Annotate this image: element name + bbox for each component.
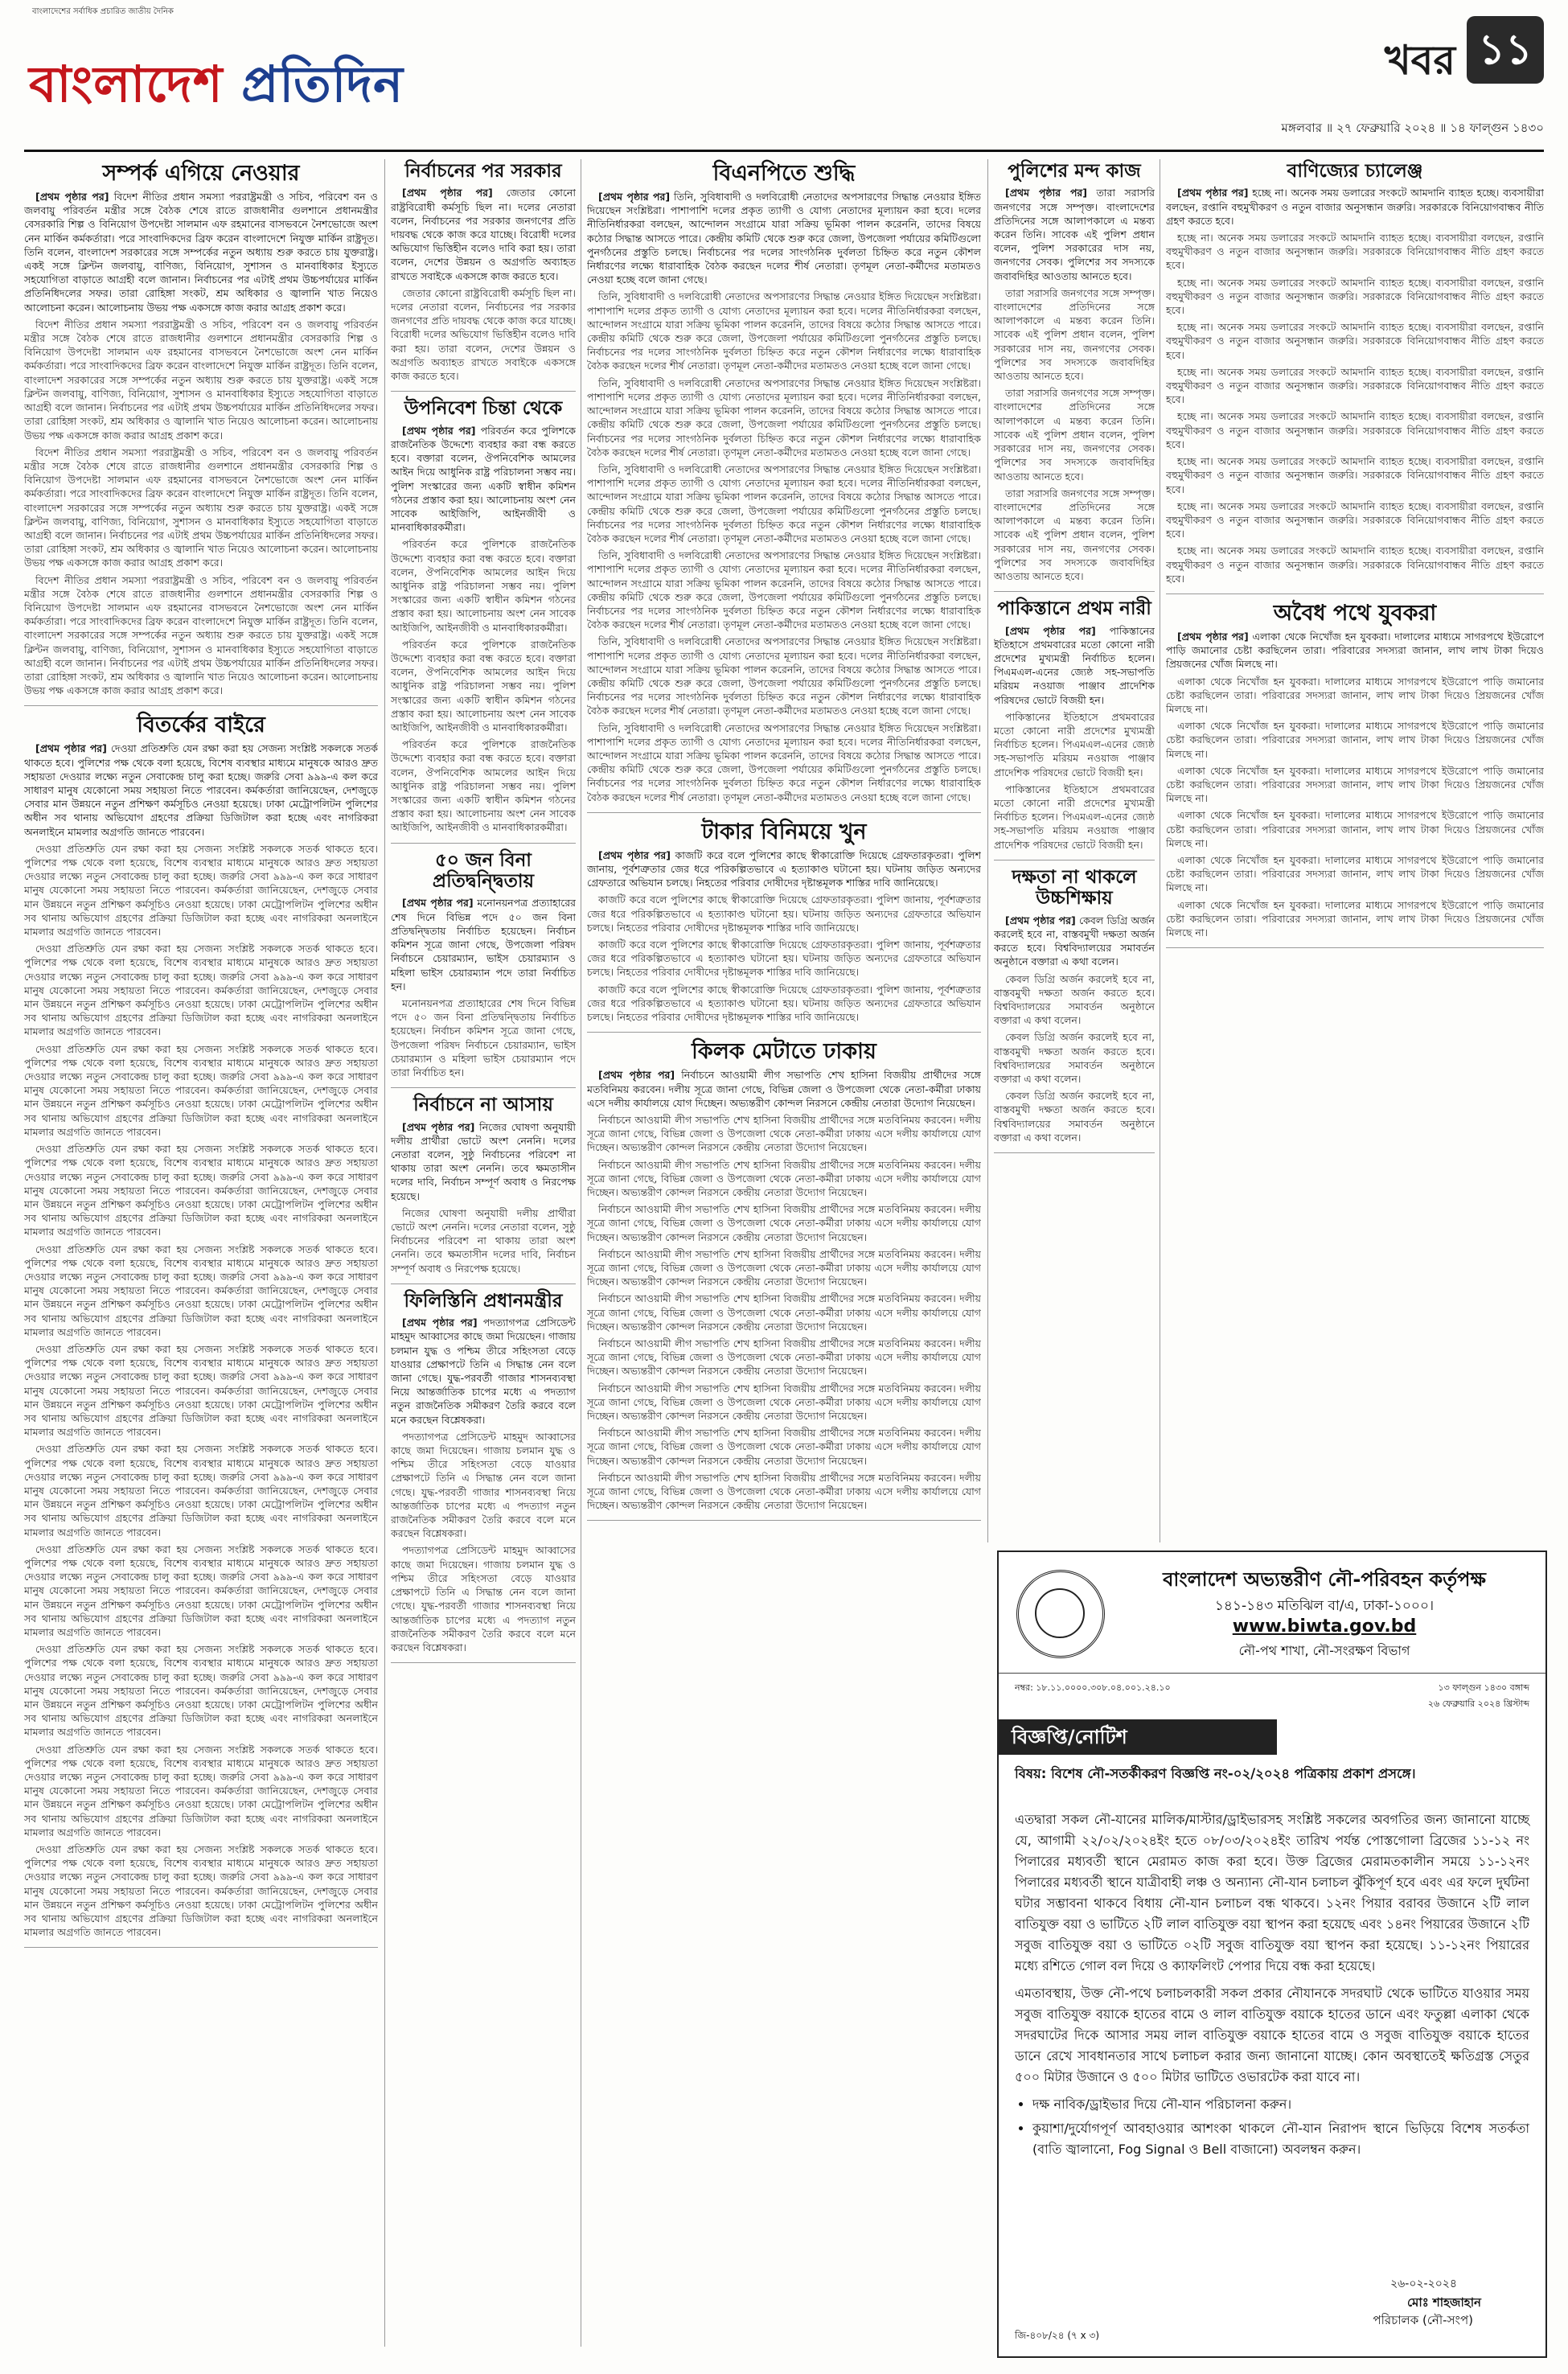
kicker: [প্রথম পৃষ্ঠার পর]	[402, 1316, 478, 1329]
body-repeat: পরিবর্তন করে পুলিশকে রাজনৈতিক উদ্দেশ্যে ব্যবহার করা বন্ধ করতে হবে। বক্তারা বলেন, ঔপনিবেশিক আমলের আইন দিয়ে আধুনিক রাষ্ট্র পরিচালনা সম্ভব নয়। পুলিশ সংস্কারের জন্য একটি স্বাধীন কমিশন গঠনের প্রস্তাব করা হয়। আলোচনায় অংশ নেন সাবেক আইজিপি, আইনজীবী ও মানবাধিকারকর্মীরা।	[391, 538, 576, 634]
headline: নির্বাচনে না আসায়	[413, 1095, 553, 1116]
kicker: [প্রথম পৃষ্ঠার পর]	[1177, 630, 1249, 643]
masthead	[24, 0, 1544, 153]
kicker: [প্রথম পৃষ্ঠার পর]	[35, 742, 107, 755]
notice-department: নৌ-পথ শাখা, নৌ-সংরক্ষণ বিভাগ	[1238, 1643, 1410, 1658]
story-s12[interactable]	[994, 598, 1155, 860]
body-repeat: পাকিস্তানের ইতিহাসে প্রথমবারের মতো কোনো নারী প্রদেশের মুখ্যমন্ত্রী নির্বাচিত হলেন। পিএমএল-এনের জ্যেষ্ঠ সহ-সভাপতি মরিয়ম নওয়াজ পাঞ্জাব প্রাদেশিক পরিষদের ভোটে বিজয়ী হন।	[994, 710, 1155, 778]
body-repeat: তিনি, সুবিধাবাদী ও দলবিরোধী নেতাদের অপসারণের সিদ্ধান্ত নেওয়ার ইঙ্গিত দিয়েছেন সংশ্লিষ্টরা। পাশাপাশি দলের প্রকৃত ত্যাগী ও যোগ্য নেতাদের মূল্যায়ন করা হবে। দলের নীতিনির্ধারকরা বলছেন, আন্দোলন সংগ্রামে যারা সক্রিয় ভূমিকা পালন করেননি, তাদের বিষয়ে কঠোর সিদ্ধান্ত আসতে পারে। কেন্দ্রীয় কমিটি থেকে শুরু করে জেলা, উপজেলা পর্যায়ের কমিটিগুলো পুনর্গঠনের প্রস্তুতি চলছে। নির্বাচনের পর দলের সাংগঠনিক দুর্বলতা চিহ্নিত করে নতুন কৌশল নির্ধারণের লক্ষ্যে ধারাবাহিক বৈঠক করছেন দলের শীর্ষ নেতারা। তৃণমূল নেতা-কর্মীদের মতামতও নেওয়া হচ্ছে বলে জানা গেছে।	[587, 376, 981, 458]
notice-bullet: • কুয়াশা/দুর্যোগপূর্ণ আবহাওয়ার আশংকা থাকলে নৌ-যান নিরাপদ স্থানে ভিড়িয়ে বিশেষ সতর্কতা (বাতি জ্বালানো, Fog Signal ও Bell বাজানো) অবলম্বন করুন।	[1032, 2118, 1529, 2160]
body-repeat: দেওয়া প্রতিশ্রুতি যেন রক্ষা করা হয় সেজন্য সংশ্লিষ্ট সকলকে সতর্ক থাকতে হবে। পুলিশের পক্ষ থেকে বলা হয়েছে, বিশেষ ব্যবস্থার মাধ্যমে মানুষকে আরও দ্রুত সহায়তা দেওয়ার লক্ষ্যে নতুন সেবাকেন্দ্র চালু করা হচ্ছে। জরুরি সেবা ৯৯৯-এ কল করে সাধারণ মানুষ যেকোনো সময় সহায়তা নিতে পারবেন। কর্মকর্তারা জানিয়েছেন, দেশজুড়ে সেবার মান উন্নয়নে নতুন প্রশিক্ষণ কর্মসূচিও নেওয়া হয়েছে। ঢাকা মেট্রোপলিটন পুলিশের অধীন সব থানায় অভিযোগ গ্রহণের প্রক্রিয়া ডিজিটাল করা হচ্ছে এবং নাগরিকরা অনলাইনে মামলার অগ্রগতি জানতে পারবেন।	[24, 1542, 378, 1638]
notice-address: ১৪১-১৪৩ মতিঝিল বা/এ, ঢাকা-১০০০।	[1214, 1598, 1435, 1614]
body: পরিবর্তন করে পুলিশকে রাজনৈতিক উদ্দেশ্যে ব্যবহার করা বন্ধ করতে হবে। বক্তারা বলেন, ঔপনিবেশিক আমলের আইন দিয়ে আধুনিক রাষ্ট্র পরিচালনা সম্ভব নয়। পুলিশ সংস্কারের জন্য একটি স্বাধীন কমিশন গঠনের প্রস্তাব করা হয়। আলোচনায় অংশ নেন সাবেক আইজিপি, আইনজীবী ও মানবাধিকারকর্মীরা।	[391, 424, 576, 534]
body-repeat: মনোনয়নপত্র প্রত্যাহারের শেষ দিনে বিভিন্ন পদে ৫০ জন বিনা প্রতিদ্বন্দ্বিতায় নির্বাচিত হয়েছেন। নির্বাচন কমিশন সূত্রে জানা গেছে, উপজেলা পরিষদ নির্বাচনে চেয়ারম্যান, ভাইস চেয়ারম্যান ও মহিলা ভাইস চেয়ারম্যান পদে তারা নির্বাচিত হন।	[391, 996, 576, 1078]
body-repeat: দেওয়া প্রতিশ্রুতি যেন রক্ষা করা হয় সেজন্য সংশ্লিষ্ট সকলকে সতর্ক থাকতে হবে। পুলিশের পক্ষ থেকে বলা হয়েছে, বিশেষ ব্যবস্থার মাধ্যমে মানুষকে আরও দ্রুত সহায়তা দেওয়ার লক্ষ্যে নতুন সেবাকেন্দ্র চালু করা হচ্ছে। জরুরি সেবা ৯৯৯-এ কল করে সাধারণ মানুষ যেকোনো সময় সহায়তা নিতে পারবেন। কর্মকর্তারা জানিয়েছেন, দেশজুড়ে সেবার মান উন্নয়নে নতুন প্রশিক্ষণ কর্মসূচিও নেওয়া হয়েছে। ঢাকা মেট্রোপলিটন পুলিশের অধীন সব থানায় অভিযোগ গ্রহণের প্রক্রিয়া ডিজিটাল করা হচ্ছে এবং নাগরিকরা অনলাইনে মামলার অগ্রগতি জানতে পারবেন।	[24, 1242, 378, 1338]
biwta-notice-ad[interactable]	[997, 1550, 1547, 2358]
body-repeat: বিদেশ নীতির প্রধান সমস্যা পররাষ্ট্রমন্ত্রী ও সচিব, পরিবেশ বন ও জলবায়ু পরিবর্তন মন্ত্রীর সঙ্গে বৈঠক শেষে রাতে রাজধানীর গুলশানে প্রধানমন্ত্রীর বেসরকারি শিল্প ও বিনিয়োগ উপদেষ্টা সালমান এফ রহমানের বাসভবনে নৈশভোজে অংশ নেন মার্কিন কর্মকর্তারা। পরে সাংবাদিকদের ব্রিফ করেন বাংলাদেশে নিযুক্ত মার্কিন রাষ্ট্রদূত। তিনি বলেন, বাংলাদেশ সরকারের সঙ্গে সম্পর্কের নতুন অধ্যায় শুরু করতে চায় যুক্তরাষ্ট্র। একই সঙ্গে ক্লিন্টন জলবায়ু, বাণিজ্য, বিনিয়োগ, সুশাসন ও মানবাধিকার ইস্যুতে সহযোগিতা বাড়াতে আগ্রহী বলে জানান। নির্বাচনের পর এটাই প্রথম উচ্চপর্যায়ের মার্কিন প্রতিনিধিদলের সফর। তারা রোহিঙ্গা সংকট, শ্রম অধিকার ও জ্বালানি খাত নিয়েও আলোচনা করেন। আলোচনায় উভয় পক্ষ একসঙ্গে কাজ করার আগ্রহ প্রকাশ করে।	[24, 318, 378, 442]
body: পদত্যাগপত্র প্রেসিডেন্ট মাহমুদ আব্বাসের কাছে জমা দিয়েছেন। গাজায় চলমান যুদ্ধ ও পশ্চিম তীরে সহিংসতা বেড়ে যাওয়ার প্রেক্ষাপটে তিনি এ সিদ্ধান্ত নেন বলে জানা গেছে। যুদ্ধ-পরবর্তী গাজার শাসনব্যবস্থা নিয়ে আন্তর্জাতিক চাপের মধ্যে এ পদত্যাগ নতুন রাজনৈতিক সমীকরণ তৈরি করবে বলে মনে করছেন বিশ্লেষকরা।	[391, 1316, 576, 1426]
story-s11[interactable]	[994, 161, 1155, 592]
column-divider	[987, 159, 988, 1542]
body-repeat: পরিবর্তন করে পুলিশকে রাজনৈতিক উদ্দেশ্যে ব্যবহার করা বন্ধ করতে হবে। বক্তারা বলেন, ঔপনিবেশিক আমলের আইন দিয়ে আধুনিক রাষ্ট্র পরিচালনা সম্ভব নয়। পুলিশ সংস্কারের জন্য একটি স্বাধীন কমিশন গঠনের প্রস্তাব করা হয়। আলোচনায় অংশ নেন সাবেক আইজিপি, আইনজীবী ও মানবাধিকারকর্মীরা।	[391, 638, 576, 733]
kicker: [প্রথম পৃষ্ঠার পর]	[598, 848, 671, 861]
body-repeat: হচ্ছে না। অনেক সময় ডলারের সংকটে আমদানি ব্যাহত হচ্ছে। ব্যবসায়ীরা বলছেন, রপ্তানি বহুমুখীকরণ ও নতুন বাজার অনুসন্ধান জরুরি। সরকারকে বিনিয়োগবান্ধব নীতি গ্রহণ করতে হবে।	[1166, 410, 1544, 450]
tagline: বাংলাদেশের সর্বাধিক প্রচারিত জাতীয় দৈনিক	[32, 7, 174, 16]
signature-date: ২৬-০২-২০২৪	[1390, 2277, 1457, 2290]
body: নিজের ঘোষণা অনুযায়ী দলীয় প্রার্থীরা ভোটে অংশ নেননি। দলের নেতারা বলেন, সুষ্ঠু নির্বাচনের পরিবেশ না থাকায় তারা অংশ নেননি। তবে ক্ষমতাসীন দলের দাবি, নির্বাচন সম্পূর্ণ অবাধ ও নিরপেক্ষ হয়েছে।	[391, 1120, 576, 1202]
notice-date-bangla: ১৩ ফাল্গুন ১৪৩০ বঙ্গাব্দ	[1438, 1682, 1529, 1693]
masthead-rule	[24, 150, 1544, 152]
signatory-designation: পরিচালক (নৌ-সংপ)	[1373, 2313, 1473, 2327]
body-repeat: নির্বাচনে আওয়ামী লীগ সভাপতি শেখ হাসিনা বিজয়ীয় প্রার্থীদের সঙ্গে মতবিনিময় করবেন। দলীয় সূত্রে জানা গেছে, বিভিন্ন জেলা ও উপজেলা থেকে নেতা-কর্মীরা ঢাকায় এসে দলীয় কার্যালয়ে যোগ দিচ্ছেন। অভ্যন্তরীণ কোন্দল নিরসনে কেন্দ্রীয় নেতারা উদ্যোগ নিয়েছেন।	[587, 1471, 981, 1512]
kicker: [প্রথম পৃষ্ঠার পর]	[402, 424, 476, 437]
headline: ৫০ জন বিনা প্রতিদ্বন্দ্বিতায়	[432, 849, 535, 893]
body-repeat: এলাকা থেকে নিখোঁজ হন যুবকরা। দালালের মাধ্যমে সাগরপথে ইউরোপে পাড়ি জমানোর চেষ্টা করছিলেন তারা। পরিবারের সদস্যরা জানান, লাখ লাখ টাকা দিয়েও প্রিয়জনের খোঁজ মিলছে না।	[1166, 675, 1544, 715]
body-repeat: তারা সরাসরি জনগণের সঙ্গে সম্পৃক্ত। বাংলাদেশের প্রতিদিনের সঙ্গে আলাপকালে এ মন্তব্য করেন তিনি। সাবেক এই পুলিশ প্রধান বলেন, পুলিশ সরকারের দাস নয়, জনগণের সেবক। পুলিশের সব সদস্যকে জবাবদিহির আওতায় আনতে হবে।	[994, 286, 1155, 383]
biwta-seal-icon	[1016, 1570, 1105, 1658]
kicker: [প্রথম পৃষ্ঠার পর]	[402, 897, 474, 910]
headline: পুলিশের মন্দ কাজ	[1008, 161, 1141, 182]
story-s14[interactable]	[1166, 161, 1544, 594]
notice-website-link[interactable]: www.biwta.gov.bd	[1232, 1616, 1417, 1637]
body-repeat: দেওয়া প্রতিশ্রুতি যেন রক্ষা করা হয় সেজন্য সংশ্লিষ্ট সকলকে সতর্ক থাকতে হবে। পুলিশের পক্ষ থেকে বলা হয়েছে, বিশেষ ব্যবস্থার মাধ্যমে মানুষকে আরও দ্রুত সহায়তা দেওয়ার লক্ষ্যে নতুন সেবাকেন্দ্র চালু করা হচ্ছে। জরুরি সেবা ৯৯৯-এ কল করে সাধারণ মানুষ যেকোনো সময় সহায়তা নিতে পারবেন। কর্মকর্তারা জানিয়েছেন, দেশজুড়ে সেবার মান উন্নয়নে নতুন প্রশিক্ষণ কর্মসূচিও নেওয়া হয়েছে। ঢাকা মেট্রোপলিটন পুলিশের অধীন সব থানায় অভিযোগ গ্রহণের প্রক্রিয়া ডিজিটাল করা হচ্ছে এবং নাগরিকরা অনলাইনে মামলার অগ্রগতি জানতে পারবেন।	[24, 1443, 378, 1538]
body-repeat: নির্বাচনে আওয়ামী লীগ সভাপতি শেখ হাসিনা বিজয়ীয় প্রার্থীদের সঙ্গে মতবিনিময় করবেন। দলীয় সূত্রে জানা গেছে, বিভিন্ন জেলা ও উপজেলা থেকে নেতা-কর্মীরা ঢাকায় এসে দলীয় কার্যালয়ে যোগ দিচ্ছেন। অভ্যন্তরীণ কোন্দল নিরসনে কেন্দ্রীয় নেতারা উদ্যোগ নিয়েছেন।	[587, 1203, 981, 1243]
body-repeat: নির্বাচনে আওয়ামী লীগ সভাপতি শেখ হাসিনা বিজয়ীয় প্রার্থীদের সঙ্গে মতবিনিময় করবেন। দলীয় সূত্রে জানা গেছে, বিভিন্ন জেলা ও উপজেলা থেকে নেতা-কর্মীরা ঢাকায় এসে দলীয় কার্যালয়ে যোগ দিচ্ছেন। অভ্যন্তরীণ কোন্দল নিরসনে কেন্দ্রীয় নেতারা উদ্যোগ নিয়েছেন।	[587, 1292, 981, 1333]
newspaper-logo[interactable]	[29, 47, 404, 129]
body: জেতার কোনো রাষ্ট্রবিরোধী কর্মসূচি ছিল না। দলের নেতারা বলেন, নির্বাচনের পর সরকার জনগণের প্রতি দায়বদ্ধ থেকে কাজ করে যাচ্ছে। বিরোধী দলের অভিযোগ ভিত্তিহীন বলেও দাবি করা হয়। তারা বলেন, দেশের উন্নয়ন ও অগ্রগতি অব্যাহত রাখতে সবাইকে একসঙ্গে কাজ করতে হবে।	[391, 187, 576, 282]
story-s9[interactable]	[587, 819, 981, 1033]
story-s7[interactable]	[391, 1291, 576, 1663]
body: এলাকা থেকে নিখোঁজ হন যুবকরা। দালালের মাধ্যমে সাগরপথে ইউরোপে পাড়ি জমানোর চেষ্টা করছিলেন তারা। পরিবারের সদস্যরা জানান, লাখ লাখ টাকা দিয়েও প্রিয়জনের খোঁজ মিলছে না।	[1166, 630, 1544, 671]
body-repeat: হচ্ছে না। অনেক সময় ডলারের সংকটে আমদানি ব্যাহত হচ্ছে। ব্যবসায়ীরা বলছেন, রপ্তানি বহুমুখীকরণ ও নতুন বাজার অনুসন্ধান জরুরি। সরকারকে বিনিয়োগবান্ধব নীতি গ্রহণ করতে হবে।	[1166, 499, 1544, 540]
body-repeat: জেতার কোনো রাষ্ট্রবিরোধী কর্মসূচি ছিল না। দলের নেতারা বলেন, নির্বাচনের পর সরকার জনগণের প্রতি দায়বদ্ধ থেকে কাজ করে যাচ্ছে। বিরোধী দলের অভিযোগ ভিত্তিহীন বলেও দাবি করা হয়। তারা বলেন, দেশের উন্নয়ন ও অগ্রগতি অব্যাহত রাখতে সবাইকে একসঙ্গে কাজ করতে হবে।	[391, 286, 576, 383]
headline: বিতর্কের বাইরে	[137, 713, 265, 738]
body: হচ্ছে না। অনেক সময় ডলারের সংকটে আমদানি ব্যাহত হচ্ছে। ব্যবসায়ীরা বলছেন, রপ্তানি বহুমুখীকরণ ও নতুন বাজার অনুসন্ধান জরুরি। সরকারকে বিনিয়োগবান্ধব নীতি গ্রহণ করতে হবে।	[1166, 187, 1544, 227]
kicker: [প্রথম পৃষ্ঠার পর]	[1005, 914, 1076, 926]
kicker: [প্রথম পৃষ্ঠার পর]	[598, 1069, 675, 1082]
body-repeat: নির্বাচনে আওয়ামী লীগ সভাপতি শেখ হাসিনা বিজয়ীয় প্রার্থীদের সঙ্গে মতবিনিময় করবেন। দলীয় সূত্রে জানা গেছে, বিভিন্ন জেলা ও উপজেলা থেকে নেতা-কর্মীরা ঢাকায় এসে দলীয় কার্যালয়ে যোগ দিচ্ছেন। অভ্যন্তরীণ কোন্দল নিরসনে কেন্দ্রীয় নেতারা উদ্যোগ নিয়েছেন।	[587, 1382, 981, 1422]
kicker: [প্রথম পৃষ্ঠার পর]	[1005, 624, 1096, 637]
headline: উপনিবেশ চিন্তা থেকে	[404, 398, 563, 420]
notice-org: বাংলাদেশ অভ্যন্তরীণ নৌ-পরিবহন কর্তৃপক্ষ	[1163, 1568, 1486, 1591]
story-s2[interactable]	[24, 713, 378, 1948]
column-1	[24, 159, 378, 2347]
body: তারা সরাসরি জনগণের সঙ্গে সম্পৃক্ত। বাংলাদেশের প্রতিদিনের সঙ্গে আলাপকালে এ মন্তব্য করেন তিনি। সাবেক এই পুলিশ প্রধান বলেন, পুলিশ সরকারের দাস নয়, জনগণের সেবক। পুলিশের সব সদস্যকে জবাবদিহির আওতায় আনতে হবে।	[994, 187, 1155, 282]
body-repeat: তিনি, সুবিধাবাদী ও দলবিরোধী নেতাদের অপসারণের সিদ্ধান্ত নেওয়ার ইঙ্গিত দিয়েছেন সংশ্লিষ্টরা। পাশাপাশি দলের প্রকৃত ত্যাগী ও যোগ্য নেতাদের মূল্যায়ন করা হবে। দলের নীতিনির্ধারকরা বলছেন, আন্দোলন সংগ্রামে যারা সক্রিয় ভূমিকা পালন করেননি, তাদের বিষয়ে কঠোর সিদ্ধান্ত আসতে পারে। কেন্দ্রীয় কমিটি থেকে শুরু করে জেলা, উপজেলা পর্যায়ের কমিটিগুলো পুনর্গঠনের প্রস্তুতি চলছে। নির্বাচনের পর দলের সাংগঠনিক দুর্বলতা চিহ্নিত করে নতুন কৌশল নির্ধারণের লক্ষ্যে ধারাবাহিক বৈঠক করছেন দলের শীর্ষ নেতারা। তৃণমূল নেতা-কর্মীদের মতামতও নেওয়া হচ্ছে বলে জানা গেছে।	[587, 635, 981, 717]
column-5	[1166, 159, 1544, 1534]
kicker: [প্রথম পৃষ্ঠার পর]	[402, 1120, 475, 1133]
body-repeat: তারা সরাসরি জনগণের সঙ্গে সম্পৃক্ত। বাংলাদেশের প্রতিদিনের সঙ্গে আলাপকালে এ মন্তব্য করেন তিনি। সাবেক এই পুলিশ প্রধান বলেন, পুলিশ সরকারের দাস নয়, জনগণের সেবক। পুলিশের সব সদস্যকে জবাবদিহির আওতায় আনতে হবে।	[994, 487, 1155, 582]
body-repeat: নির্বাচনে আওয়ামী লীগ সভাপতি শেখ হাসিনা বিজয়ীয় প্রার্থীদের সঙ্গে মতবিনিময় করবেন। দলীয় সূত্রে জানা গেছে, বিভিন্ন জেলা ও উপজেলা থেকে নেতা-কর্মীরা ঢাকায় এসে দলীয় কার্যালয়ে যোগ দিচ্ছেন। অভ্যন্তরীণ কোন্দল নিরসনে কেন্দ্রীয় নেতারা উদ্যোগ নিয়েছেন।	[587, 1247, 981, 1288]
body-repeat: হচ্ছে না। অনেক সময় ডলারের সংকটে আমদানি ব্যাহত হচ্ছে। ব্যবসায়ীরা বলছেন, রপ্তানি বহুমুখীকরণ ও নতুন বাজার অনুসন্ধান জরুরি। সরকারকে বিনিয়োগবান্ধব নীতি গ্রহণ করতে হবে।	[1166, 365, 1544, 406]
kicker: [প্রথম পৃষ্ঠার পর]	[1005, 187, 1088, 199]
body-repeat: পাকিস্তানের ইতিহাসে প্রথমবারের মতো কোনো নারী প্রদেশের মুখ্যমন্ত্রী নির্বাচিত হলেন। পিএমএল-এনের জ্যেষ্ঠ সহ-সভাপতি মরিয়ম নওয়াজ পাঞ্জাব প্রাদেশিক পরিষদের ভোটে বিজয়ী হন।	[994, 782, 1155, 851]
body: পাকিস্তানের ইতিহাসে প্রথমবারের মতো কোনো নারী প্রদেশের মুখ্যমন্ত্রী নির্বাচিত হলেন। পিএমএল-এনের জ্যেষ্ঠ সহ-সভাপতি মরিয়ম নওয়াজ পাঞ্জাব প্রাদেশিক পরিষদের ভোটে বিজয়ী হন।	[994, 624, 1155, 706]
kicker: [প্রথম পৃষ্ঠার পর]	[35, 191, 109, 203]
body-repeat: এলাকা থেকে নিখোঁজ হন যুবকরা। দালালের মাধ্যমে সাগরপথে ইউরোপে পাড়ি জমানোর চেষ্টা করছিলেন তারা। পরিবারের সদস্যরা জানান, লাখ লাখ টাকা দিয়েও প্রিয়জনের খোঁজ মিলছে না।	[1166, 898, 1544, 939]
body-repeat: নির্বাচনে আওয়ামী লীগ সভাপতি শেখ হাসিনা বিজয়ীয় প্রার্থীদের সঙ্গে মতবিনিময় করবেন। দলীয় সূত্রে জানা গেছে, বিভিন্ন জেলা ও উপজেলা থেকে নেতা-কর্মীরা ঢাকায় এসে দলীয় কার্যালয়ে যোগ দিচ্ছেন। অভ্যন্তরীণ কোন্দল নিরসনে কেন্দ্রীয় নেতারা উদ্যোগ নিয়েছেন।	[587, 1427, 981, 1467]
body-repeat: দেওয়া প্রতিশ্রুতি যেন রক্ষা করা হয় সেজন্য সংশ্লিষ্ট সকলকে সতর্ক থাকতে হবে। পুলিশের পক্ষ থেকে বলা হয়েছে, বিশেষ ব্যবস্থার মাধ্যমে মানুষকে আরও দ্রুত সহায়তা দেওয়ার লক্ষ্যে নতুন সেবাকেন্দ্র চালু করা হচ্ছে। জরুরি সেবা ৯৯৯-এ কল করে সাধারণ মানুষ যেকোনো সময় সহায়তা নিতে পারবেন। কর্মকর্তারা জানিয়েছেন, দেশজুড়ে সেবার মান উন্নয়নে নতুন প্রশিক্ষণ কর্মসূচিও নেওয়া হয়েছে। ঢাকা মেট্রোপলিটন পুলিশের অধীন সব থানায় অভিযোগ গ্রহণের প্রক্রিয়া ডিজিটাল করা হচ্ছে এবং নাগরিকরা অনলাইনে মামলার অগ্রগতি জানতে পারবেন।	[24, 842, 378, 939]
body-repeat: নির্বাচনে আওয়ামী লীগ সভাপতি শেখ হাসিনা বিজয়ীয় প্রার্থীদের সঙ্গে মতবিনিময় করবেন। দলীয় সূত্রে জানা গেছে, বিভিন্ন জেলা ও উপজেলা থেকে নেতা-কর্মীরা ঢাকায় এসে দলীয় কার্যালয়ে যোগ দিচ্ছেন। অভ্যন্তরীণ কোন্দল নিরসনে কেন্দ্রীয় নেতারা উদ্যোগ নিয়েছেন।	[587, 1337, 981, 1378]
body-repeat: নির্বাচনে আওয়ামী লীগ সভাপতি শেখ হাসিনা বিজয়ীয় প্রার্থীদের সঙ্গে মতবিনিময় করবেন। দলীয় সূত্রে জানা গেছে, বিভিন্ন জেলা ও উপজেলা থেকে নেতা-কর্মীরা ঢাকায় এসে দলীয় কার্যালয়ে যোগ দিচ্ছেন। অভ্যন্তরীণ কোন্দল নিরসনে কেন্দ্রীয় নেতারা উদ্যোগ নিয়েছেন।	[587, 1158, 981, 1198]
body: দেওয়া প্রতিশ্রুতি যেন রক্ষা করা হয় সেজন্য সংশ্লিষ্ট সকলকে সতর্ক থাকতে হবে। পুলিশের পক্ষ থেকে বলা হয়েছে, বিশেষ ব্যবস্থার মাধ্যমে মানুষকে আরও দ্রুত সহায়তা দেওয়ার লক্ষ্যে নতুন সেবাকেন্দ্র চালু করা হচ্ছে। জরুরি সেবা ৯৯৯-এ কল করে সাধারণ মানুষ যেকোনো সময় সহায়তা নিতে পারবেন। কর্মকর্তারা জানিয়েছেন, দেশজুড়ে সেবার মান উন্নয়নে নতুন প্রশিক্ষণ কর্মসূচিও নেওয়া হয়েছে। ঢাকা মেট্রোপলিটন পুলিশের অধীন সব থানায় অভিযোগ গ্রহণের প্রক্রিয়া ডিজিটাল করা হচ্ছে এবং নাগরিকরা অনলাইনে মামলার অগ্রগতি জানতে পারবেন।	[24, 742, 378, 838]
body: কাজটি করে বলে পুলিশের কাছে স্বীকারোক্তি দিয়েছে গ্রেফতারকৃতরা। পুলিশ জানায়, পূর্বশত্রুতার জের ধরে পরিকল্পিতভাবে এ হত্যাকাণ্ড ঘটানো হয়। ঘটনায় জড়িত অন্যদের গ্রেফতারে অভিযান চলছে। নিহতের পরিবার দোষীদের দৃষ্টান্তমূলক শাস্তির দাবি জানিয়েছে।	[587, 848, 981, 889]
dateline: মঙ্গলবার ॥ ২৭ ফেব্রুয়ারি ২০২৪ ॥ ১৪ ফাল্গুন ১৪৩০	[1281, 121, 1544, 135]
body-repeat: হচ্ছে না। অনেক সময় ডলারের সংকটে আমদানি ব্যাহত হচ্ছে। ব্যবসায়ীরা বলছেন, রপ্তানি বহুমুখীকরণ ও নতুন বাজার অনুসন্ধান জরুরি। সরকারকে বিনিয়োগবান্ধব নীতি গ্রহণ করতে হবে।	[1166, 232, 1544, 272]
headline: বিএনপিতে শুদ্ধি	[712, 161, 856, 186]
story-s1[interactable]	[24, 161, 378, 706]
story-s8[interactable]	[587, 161, 981, 813]
body-repeat: হচ্ছে না। অনেক সময় ডলারের সংকটে আমদানি ব্যাহত হচ্ছে। ব্যবসায়ীরা বলছেন, রপ্তানি বহুমুখীকরণ ও নতুন বাজার অনুসন্ধান জরুরি। সরকারকে বিনিয়োগবান্ধব নীতি গ্রহণ করতে হবে।	[1166, 544, 1544, 585]
headline: টাকার বিনিময়ে খুন	[701, 819, 867, 844]
body-repeat: বিদেশ নীতির প্রধান সমস্যা পররাষ্ট্রমন্ত্রী ও সচিব, পরিবেশ বন ও জলবায়ু পরিবর্তন মন্ত্রীর সঙ্গে বৈঠক শেষে রাতে রাজধানীর গুলশানে প্রধানমন্ত্রীর বেসরকারি শিল্প ও বিনিয়োগ উপদেষ্টা সালমান এফ রহমানের বাসভবনে নৈশভোজে অংশ নেন মার্কিন কর্মকর্তারা। পরে সাংবাদিকদের ব্রিফ করেন বাংলাদেশে নিযুক্ত মার্কিন রাষ্ট্রদূত। তিনি বলেন, বাংলাদেশ সরকারের সঙ্গে সম্পর্কের নতুন অধ্যায় শুরু করতে চায় যুক্তরাষ্ট্র। একই সঙ্গে ক্লিন্টন জলবায়ু, বাণিজ্য, বিনিয়োগ, সুশাসন ও মানবাধিকার ইস্যুতে সহযোগিতা বাড়াতে আগ্রহী বলে জানান। নির্বাচনের পর এটাই প্রথম উচ্চপর্যায়ের মার্কিন প্রতিনিধিদলের সফর। তারা রোহিঙ্গা সংকট, শ্রম অধিকার ও জ্বালানি খাত নিয়েও আলোচনা করেন। আলোচনায় উভয় পক্ষ একসঙ্গে কাজ করার আগ্রহ প্রকাশ করে।	[24, 446, 378, 569]
story-s13[interactable]	[994, 867, 1155, 1153]
column-divider	[384, 159, 385, 2347]
body-repeat: নির্বাচনে আওয়ামী লীগ সভাপতি শেখ হাসিনা বিজয়ীয় প্রার্থীদের সঙ্গে মতবিনিময় করবেন। দলীয় সূত্রে জানা গেছে, বিভিন্ন জেলা ও উপজেলা থেকে নেতা-কর্মীরা ঢাকায় এসে দলীয় কার্যালয়ে যোগ দিচ্ছেন। অভ্যন্তরীণ কোন্দল নিরসনে কেন্দ্রীয় নেতারা উদ্যোগ নিয়েছেন।	[587, 1113, 981, 1154]
notice-date-english: ২৬ ফেব্রুয়ারি ২০২৪ খ্রিস্টাব্দ	[1427, 1698, 1529, 1709]
kicker: [প্রথম পৃষ্ঠার পর]	[402, 187, 493, 199]
body-repeat: পরিবর্তন করে পুলিশকে রাজনৈতিক উদ্দেশ্যে ব্যবহার করা বন্ধ করতে হবে। বক্তারা বলেন, ঔপনিবেশিক আমলের আইন দিয়ে আধুনিক রাষ্ট্র পরিচালনা সম্ভব নয়। পুলিশ সংস্কারের জন্য একটি স্বাধীন কমিশন গঠনের প্রস্তাব করা হয়। আলোচনায় অংশ নেন সাবেক আইজিপি, আইনজীবী ও মানবাধিকারকর্মীরা।	[391, 738, 576, 834]
ad-reference: জি-৪০৮/২৪ (৭ x ৩)	[1015, 2330, 1100, 2341]
body: তিনি, সুবিধাবাদী ও দলবিরোধী নেতাদের অপসারণের সিদ্ধান্ত নেওয়ার ইঙ্গিত দিয়েছেন সংশ্লিষ্টরা। পাশাপাশি দলের প্রকৃত ত্যাগী ও যোগ্য নেতাদের মূল্যায়ন করা হবে। দলের নীতিনির্ধারকরা বলছেন, আন্দোলন সংগ্রামে যারা সক্রিয় ভূমিকা পালন করেননি, তাদের বিষয়ে কঠোর সিদ্ধান্ত আসতে পারে। কেন্দ্রীয় কমিটি থেকে শুরু করে জেলা, উপজেলা পর্যায়ের কমিটিগুলো পুনর্গঠনের প্রস্তুতি চলছে। নির্বাচনের পর দলের সাংগঠনিক দুর্বলতা চিহ্নিত করে নতুন কৌশল নির্ধারণের লক্ষ্যে ধারাবাহিক বৈঠক করছেন দলের শীর্ষ নেতারা। তৃণমূল নেতা-কর্মীদের মতামতও নেওয়া হচ্ছে বলে জানা গেছে।	[587, 191, 981, 286]
headline: ফিলিস্তিনি প্রধানমন্ত্রীর	[404, 1290, 563, 1312]
story-s6[interactable]	[391, 1095, 576, 1284]
body-repeat: এলাকা থেকে নিখোঁজ হন যুবকরা। দালালের মাধ্যমে সাগরপথে ইউরোপে পাড়ি জমানোর চেষ্টা করছিলেন তারা। পরিবারের সদস্যরা জানান, লাখ লাখ টাকা দিয়েও প্রিয়জনের খোঁজ মিলছে না।	[1166, 854, 1544, 894]
body-repeat: এলাকা থেকে নিখোঁজ হন যুবকরা। দালালের মাধ্যমে সাগরপথে ইউরোপে পাড়ি জমানোর চেষ্টা করছিলেন তারা। পরিবারের সদস্যরা জানান, লাখ লাখ টাকা দিয়েও প্রিয়জনের খোঁজ মিলছে না।	[1166, 809, 1544, 849]
headline: সম্পর্ক এগিয়ে নেওয়ার	[102, 161, 300, 186]
headline: নির্বাচনের পর সরকার	[404, 161, 562, 182]
body-repeat: এলাকা থেকে নিখোঁজ হন যুবকরা। দালালের মাধ্যমে সাগরপথে ইউরোপে পাড়ি জমানোর চেষ্টা করছিলেন তারা। পরিবারের সদস্যরা জানান, লাখ লাখ টাকা দিয়েও প্রিয়জনের খোঁজ মিলছে না।	[1166, 720, 1544, 760]
body: নির্বাচনে আওয়ামী লীগ সভাপতি শেখ হাসিনা বিজয়ীয় প্রার্থীদের সঙ্গে মতবিনিময় করবেন। দলীয় সূত্রে জানা গেছে, বিভিন্ন জেলা ও উপজেলা থেকে নেতা-কর্মীরা ঢাকায় এসে দলীয় কার্যালয়ে যোগ দিচ্ছেন। অভ্যন্তরীণ কোন্দল নিরসনে কেন্দ্রীয় নেতারা উদ্যোগ নিয়েছেন।	[587, 1069, 981, 1109]
body-repeat: নিজের ঘোষণা অনুযায়ী দলীয় প্রার্থীরা ভোটে অংশ নেননি। দলের নেতারা বলেন, সুষ্ঠু নির্বাচনের পরিবেশ না থাকায় তারা অংশ নেননি। তবে ক্ষমতাসীন দলের দাবি, নির্বাচন সম্পূর্ণ অবাধ ও নিরপেক্ষ হয়েছে।	[391, 1206, 576, 1275]
body-repeat: কেবল ডিগ্রি অর্জন করলেই হবে না, বাস্তবমুখী দক্ষতা অর্জন করতে হবে। বিশ্ববিদ্যালয়ের সমাবর্তন অনুষ্ঠানে বক্তারা এ কথা বলেন।	[994, 1031, 1155, 1085]
headline: অবৈধ পথে যুবকরা	[1273, 600, 1437, 626]
logo-part1: বাংলাদেশ	[29, 55, 242, 113]
notice-bullet: • দক্ষ নাবিক/ড্রাইভার দিয়ে নৌ-যান পরিচালনা করুন।	[1032, 2094, 1529, 2115]
story-s5[interactable]	[391, 850, 576, 1089]
kicker: [প্রথম পৃষ্ঠার পর]	[1177, 187, 1249, 199]
section-name: খবর	[1384, 37, 1455, 84]
notice-para-1: এতদ্বারা সকল নৌ-যানের মালিক/মাস্টার/ড্রাইভারসহ সংশ্লিষ্ট সকলের অবগতির জন্য জানানো যাচ্ছে যে, আগামী ২২/০২/২০২৪ইং হতে ০৮/০৩/২০২৪ইং তারিখ পর্যন্ত পোস্তগোলা ব্রিজের ১১-১২ নং পিলারের মধ্যবর্তী স্থানে মেরামত কাজ করা হবে। উক্ত ব্রিজের মেরামতকালীন সময়ে ১১-১২নং পিলারের মধ্যবর্তী স্থানে যাত্রীবাহী লঞ্চ ও অন্যান্য নৌ-যান চলাচল ঝুঁকিপূর্ণ হবে এবং এর ফলে দুর্ঘটনা ঘটার সম্ভাবনা থাকবে বিধায় নৌ-যান চলাচল বন্ধ থাকবে। ১২নং পিয়ার বরাবর উজানে ২টি লাল বাতিযুক্ত বয়া ও ভাটিতে ২টি লাল বাতিযুক্ত বয়া স্থাপন করা হয়েছে এবং ১৪নং পিয়ারের উজানে ২টি সবুজ বাতিযুক্ত বয়া ও ভাটিতে ০২টি সবুজ বাতিযুক্ত বয়া স্থাপন করা হয়েছে। ১১-১২নং পিয়ারের মধ্যে রশিতে গোল বল দিয়ে ও ক্যাফলিংট পেপার দিয়ে বন্ধ করা হয়েছে।	[1015, 1812, 1529, 1974]
story-s3[interactable]	[391, 161, 576, 392]
notice-body	[1015, 1809, 1529, 2163]
story-s10[interactable]	[587, 1039, 981, 1521]
body-repeat: তিনি, সুবিধাবাদী ও দলবিরোধী নেতাদের অপসারণের সিদ্ধান্ত নেওয়ার ইঙ্গিত দিয়েছেন সংশ্লিষ্টরা। পাশাপাশি দলের প্রকৃত ত্যাগী ও যোগ্য নেতাদের মূল্যায়ন করা হবে। দলের নীতিনির্ধারকরা বলছেন, আন্দোলন সংগ্রামে যারা সক্রিয় ভূমিকা পালন করেননি, তাদের বিষয়ে কঠোর সিদ্ধান্ত আসতে পারে। কেন্দ্রীয় কমিটি থেকে শুরু করে জেলা, উপজেলা পর্যায়ের কমিটিগুলো পুনর্গঠনের প্রস্তুতি চলছে। নির্বাচনের পর দলের সাংগঠনিক দুর্বলতা চিহ্নিত করে নতুন কৌশল নির্ধারণের লক্ষ্যে ধারাবাহিক বৈঠক করছেন দলের শীর্ষ নেতারা। তৃণমূল নেতা-কর্মীদের মতামতও নেওয়া হচ্ছে বলে জানা গেছে।	[587, 549, 981, 631]
body: মনোনয়নপত্র প্রত্যাহারের শেষ দিনে বিভিন্ন পদে ৫০ জন বিনা প্রতিদ্বন্দ্বিতায় নির্বাচিত হয়েছেন। নির্বাচন কমিশন সূত্রে জানা গেছে, উপজেলা পরিষদ নির্বাচনে চেয়ারম্যান, ভাইস চেয়ারম্যান ও মহিলা ভাইস চেয়ারম্যান পদে তারা নির্বাচিত হন।	[391, 897, 576, 992]
body-repeat: কেবল ডিগ্রি অর্জন করলেই হবে না, বাস্তবমুখী দক্ষতা অর্জন করতে হবে। বিশ্ববিদ্যালয়ের সমাবর্তন অনুষ্ঠানে বক্তারা এ কথা বলেন।	[994, 972, 1155, 1027]
body-repeat: বিদেশ নীতির প্রধান সমস্যা পররাষ্ট্রমন্ত্রী ও সচিব, পরিবেশ বন ও জলবায়ু পরিবর্তন মন্ত্রীর সঙ্গে বৈঠক শেষে রাতে রাজধানীর গুলশানে প্রধানমন্ত্রীর বেসরকারি শিল্প ও বিনিয়োগ উপদেষ্টা সালমান এফ রহমানের বাসভবনে নৈশভোজে অংশ নেন মার্কিন কর্মকর্তারা। পরে সাংবাদিকদের ব্রিফ করেন বাংলাদেশে নিযুক্ত মার্কিন রাষ্ট্রদূত। তিনি বলেন, বাংলাদেশ সরকারের সঙ্গে সম্পর্কের নতুন অধ্যায় শুরু করতে চায় যুক্তরাষ্ট্র। একই সঙ্গে ক্লিন্টন জলবায়ু, বাণিজ্য, বিনিয়োগ, সুশাসন ও মানবাধিকার ইস্যুতে সহযোগিতা বাড়াতে আগ্রহী বলে জানান। নির্বাচনের পর এটাই প্রথম উচ্চপর্যায়ের মার্কিন প্রতিনিধিদলের সফর। তারা রোহিঙ্গা সংকট, শ্রম অধিকার ও জ্বালানি খাত নিয়েও আলোচনা করেন। আলোচনায় উভয় পক্ষ একসঙ্গে কাজ করার আগ্রহ প্রকাশ করে।	[24, 573, 378, 697]
body-repeat: পদত্যাগপত্র প্রেসিডেন্ট মাহমুদ আব্বাসের কাছে জমা দিয়েছেন। গাজায় চলমান যুদ্ধ ও পশ্চিম তীরে সহিংসতা বেড়ে যাওয়ার প্রেক্ষাপটে তিনি এ সিদ্ধান্ত নেন বলে জানা গেছে। যুদ্ধ-পরবর্তী গাজার শাসনব্যবস্থা নিয়ে আন্তর্জাতিক চাপের মধ্যে এ পদত্যাগ নতুন রাজনৈতিক সমীকরণ তৈরি করবে বলে মনে করছেন বিশ্লেষকরা।	[391, 1544, 576, 1653]
notice-memo: নম্বর: ১৮.১১.০০০০.৩০৮.০৪.০০১.২৪.১০	[1015, 1682, 1171, 1693]
body-repeat: দেওয়া প্রতিশ্রুতি যেন রক্ষা করা হয় সেজন্য সংশ্লিষ্ট সকলকে সতর্ক থাকতে হবে। পুলিশের পক্ষ থেকে বলা হয়েছে, বিশেষ ব্যবস্থার মাধ্যমে মানুষকে আরও দ্রুত সহায়তা দেওয়ার লক্ষ্যে নতুন সেবাকেন্দ্র চালু করা হচ্ছে। জরুরি সেবা ৯৯৯-এ কল করে সাধারণ মানুষ যেকোনো সময় সহায়তা নিতে পারবেন। কর্মকর্তারা জানিয়েছেন, দেশজুড়ে সেবার মান উন্নয়নে নতুন প্রশিক্ষণ কর্মসূচিও নেওয়া হয়েছে। ঢাকা মেট্রোপলিটন পুলিশের অধীন সব থানায় অভিযোগ গ্রহণের প্রক্রিয়া ডিজিটাল করা হচ্ছে এবং নাগরিকরা অনলাইনে মামলার অগ্রগতি জানতে পারবেন।	[24, 1042, 378, 1138]
notice-bullets	[1015, 2094, 1529, 2160]
notice-subject: বিষয়: বিশেষ নৌ-সতর্কীকরণ বিজ্ঞপ্তি নং-০২/২০২৪ পত্রিকায় প্রকাশ প্রসঙ্গে।	[1015, 1766, 1416, 1781]
body-repeat: কাজটি করে বলে পুলিশের কাছে স্বীকারোক্তি দিয়েছে গ্রেফতারকৃতরা। পুলিশ জানায়, পূর্বশত্রুতার জের ধরে পরিকল্পিতভাবে এ হত্যাকাণ্ড ঘটানো হয়। ঘটনায় জড়িত অন্যদের গ্রেফতারে অভিযান চলছে। নিহতের পরিবার দোষীদের দৃষ্টান্তমূলক শাস্তির দাবি জানিয়েছে।	[587, 893, 981, 934]
body-repeat: দেওয়া প্রতিশ্রুতি যেন রক্ষা করা হয় সেজন্য সংশ্লিষ্ট সকলকে সতর্ক থাকতে হবে। পুলিশের পক্ষ থেকে বলা হয়েছে, বিশেষ ব্যবস্থার মাধ্যমে মানুষকে আরও দ্রুত সহায়তা দেওয়ার লক্ষ্যে নতুন সেবাকেন্দ্র চালু করা হচ্ছে। জরুরি সেবা ৯৯৯-এ কল করে সাধারণ মানুষ যেকোনো সময় সহায়তা নিতে পারবেন। কর্মকর্তারা জানিয়েছেন, দেশজুড়ে সেবার মান উন্নয়নে নতুন প্রশিক্ষণ কর্মসূচিও নেওয়া হয়েছে। ঢাকা মেট্রোপলিটন পুলিশের অধীন সব থানায় অভিযোগ গ্রহণের প্রক্রিয়া ডিজিটাল করা হচ্ছে এবং নাগরিকরা অনলাইনে মামলার অগ্রগতি জানতে পারবেন।	[24, 1342, 378, 1439]
body-repeat: তিনি, সুবিধাবাদী ও দলবিরোধী নেতাদের অপসারণের সিদ্ধান্ত নেওয়ার ইঙ্গিত দিয়েছেন সংশ্লিষ্টরা। পাশাপাশি দলের প্রকৃত ত্যাগী ও যোগ্য নেতাদের মূল্যায়ন করা হবে। দলের নীতিনির্ধারকরা বলছেন, আন্দোলন সংগ্রামে যারা সক্রিয় ভূমিকা পালন করেননি, তাদের বিষয়ে কঠোর সিদ্ধান্ত আসতে পারে। কেন্দ্রীয় কমিটি থেকে শুরু করে জেলা, উপজেলা পর্যায়ের কমিটিগুলো পুনর্গঠনের প্রস্তুতি চলছে। নির্বাচনের পর দলের সাংগঠনিক দুর্বলতা চিহ্নিত করে নতুন কৌশল নির্ধারণের লক্ষ্যে ধারাবাহিক বৈঠক করছেন দলের শীর্ষ নেতারা। তৃণমূল নেতা-কর্মীদের মতামতও নেওয়া হচ্ছে বলে জানা গেছে।	[587, 721, 981, 803]
story-s4[interactable]	[391, 398, 576, 843]
body-repeat: কেবল ডিগ্রি অর্জন করলেই হবে না, বাস্তবমুখী দক্ষতা অর্জন করতে হবে। বিশ্ববিদ্যালয়ের সমাবর্তন অনুষ্ঠানে বক্তারা এ কথা বলেন।	[994, 1090, 1155, 1144]
body-repeat: দেওয়া প্রতিশ্রুতি যেন রক্ষা করা হয় সেজন্য সংশ্লিষ্ট সকলকে সতর্ক থাকতে হবে। পুলিশের পক্ষ থেকে বলা হয়েছে, বিশেষ ব্যবস্থার মাধ্যমে মানুষকে আরও দ্রুত সহায়তা দেওয়ার লক্ষ্যে নতুন সেবাকেন্দ্র চালু করা হচ্ছে। জরুরি সেবা ৯৯৯-এ কল করে সাধারণ মানুষ যেকোনো সময় সহায়তা নিতে পারবেন। কর্মকর্তারা জানিয়েছেন, দেশজুড়ে সেবার মান উন্নয়নে নতুন প্রশিক্ষণ কর্মসূচিও নেওয়া হয়েছে। ঢাকা মেট্রোপলিটন পুলিশের অধীন সব থানায় অভিযোগ গ্রহণের প্রক্রিয়া ডিজিটাল করা হচ্ছে এবং নাগরিকরা অনলাইনে মামলার অগ্রগতি জানতে পারবেন।	[24, 1143, 378, 1238]
body-repeat: তিনি, সুবিধাবাদী ও দলবিরোধী নেতাদের অপসারণের সিদ্ধান্ত নেওয়ার ইঙ্গিত দিয়েছেন সংশ্লিষ্টরা। পাশাপাশি দলের প্রকৃত ত্যাগী ও যোগ্য নেতাদের মূল্যায়ন করা হবে। দলের নীতিনির্ধারকরা বলছেন, আন্দোলন সংগ্রামে যারা সক্রিয় ভূমিকা পালন করেননি, তাদের বিষয়ে কঠোর সিদ্ধান্ত আসতে পারে। কেন্দ্রীয় কমিটি থেকে শুরু করে জেলা, উপজেলা পর্যায়ের কমিটিগুলো পুনর্গঠনের প্রস্তুতি চলছে। নির্বাচনের পর দলের সাংগঠনিক দুর্বলতা চিহ্নিত করে নতুন কৌশল নির্ধারণের লক্ষ্যে ধারাবাহিক বৈঠক করছেন দলের শীর্ষ নেতারা। তৃণমূল নেতা-কর্মীদের মতামতও নেওয়া হচ্ছে বলে জানা গেছে।	[587, 290, 981, 372]
body: বিদেশ নীতির প্রধান সমস্যা পররাষ্ট্রমন্ত্রী ও সচিব, পরিবেশ বন ও জলবায়ু পরিবর্তন মন্ত্রীর সঙ্গে বৈঠক শেষে রাতে রাজধানীর গুলশানে প্রধানমন্ত্রীর বেসরকারি শিল্প ও বিনিয়োগ উপদেষ্টা সালমান এফ রহমানের বাসভবনে নৈশভোজে অংশ নেন মার্কিন কর্মকর্তারা। পরে সাংবাদিকদের ব্রিফ করেন বাংলাদেশে নিযুক্ত মার্কিন রাষ্ট্রদূত। তিনি বলেন, বাংলাদেশ সরকারের সঙ্গে সম্পর্কের নতুন অধ্যায় শুরু করতে চায় যুক্তরাষ্ট্র। একই সঙ্গে ক্লিন্টন জলবায়ু, বাণিজ্য, বিনিয়োগ, সুশাসন ও মানবাধিকার ইস্যুতে সহযোগিতা বাড়াতে আগ্রহী বলে জানান। নির্বাচনের পর এটাই প্রথম উচ্চপর্যায়ের মার্কিন প্রতিনিধিদলের সফর। তারা রোহিঙ্গা সংকট, শ্রম অধিকার ও জ্বালানি খাত নিয়েও আলোচনা করেন। আলোচনায় উভয় পক্ষ একসঙ্গে কাজ করার আগ্রহ প্রকাশ করে।	[24, 191, 378, 314]
notice-title: বিজ্ঞপ্তি/নোটিশ	[999, 1719, 1277, 1755]
body: কেবল ডিগ্রি অর্জন করলেই হবে না, বাস্তবমুখী দক্ষতা অর্জন করতে হবে। বিশ্ববিদ্যালয়ের সমাবর্তন অনুষ্ঠানে বক্তারা এ কথা বলেন।	[994, 914, 1155, 968]
headline: দক্ষতা না থাকলে উচ্চশিক্ষায়	[1012, 866, 1137, 910]
story-s15[interactable]	[1166, 601, 1544, 948]
body-repeat: হচ্ছে না। অনেক সময় ডলারের সংকটে আমদানি ব্যাহত হচ্ছে। ব্যবসায়ীরা বলছেন, রপ্তানি বহুমুখীকরণ ও নতুন বাজার অনুসন্ধান জরুরি। সরকারকে বিনিয়োগবান্ধব নীতি গ্রহণ করতে হবে।	[1166, 455, 1544, 495]
body-repeat: কাজটি করে বলে পুলিশের কাছে স্বীকারোক্তি দিয়েছে গ্রেফতারকৃতরা। পুলিশ জানায়, পূর্বশত্রুতার জের ধরে পরিকল্পিতভাবে এ হত্যাকাণ্ড ঘটানো হয়। ঘটনায় জড়িত অন্যদের গ্রেফতারে অভিযান চলছে। নিহতের পরিবার দোষীদের দৃষ্টান্তমূলক শাস্তির দাবি জানিয়েছে।	[587, 939, 981, 979]
signatory-name: মোঃ শাহজাহান	[1406, 2295, 1481, 2310]
logo-part2: প্রতিদিন	[241, 55, 404, 113]
body-repeat: দেওয়া প্রতিশ্রুতি যেন রক্ষা করা হয় সেজন্য সংশ্লিষ্ট সকলকে সতর্ক থাকতে হবে। পুলিশের পক্ষ থেকে বলা হয়েছে, বিশেষ ব্যবস্থার মাধ্যমে মানুষকে আরও দ্রুত সহায়তা দেওয়ার লক্ষ্যে নতুন সেবাকেন্দ্র চালু করা হচ্ছে। জরুরি সেবা ৯৯৯-এ কল করে সাধারণ মানুষ যেকোনো সময় সহায়তা নিতে পারবেন। কর্মকর্তারা জানিয়েছেন, দেশজুড়ে সেবার মান উন্নয়নে নতুন প্রশিক্ষণ কর্মসূচিও নেওয়া হয়েছে। ঢাকা মেট্রোপলিটন পুলিশের অধীন সব থানায় অভিযোগ গ্রহণের প্রক্রিয়া ডিজিটাল করা হচ্ছে এবং নাগরিকরা অনলাইনে মামলার অগ্রগতি জানতে পারবেন।	[24, 1643, 378, 1739]
column-4	[994, 159, 1155, 1534]
body-repeat: দেওয়া প্রতিশ্রুতি যেন রক্ষা করা হয় সেজন্য সংশ্লিষ্ট সকলকে সতর্ক থাকতে হবে। পুলিশের পক্ষ থেকে বলা হয়েছে, বিশেষ ব্যবস্থার মাধ্যমে মানুষকে আরও দ্রুত সহায়তা দেওয়ার লক্ষ্যে নতুন সেবাকেন্দ্র চালু করা হচ্ছে। জরুরি সেবা ৯৯৯-এ কল করে সাধারণ মানুষ যেকোনো সময় সহায়তা নিতে পারবেন। কর্মকর্তারা জানিয়েছেন, দেশজুড়ে সেবার মান উন্নয়নে নতুন প্রশিক্ষণ কর্মসূচিও নেওয়া হয়েছে। ঢাকা মেট্রোপলিটন পুলিশের অধীন সব থানায় অভিযোগ গ্রহণের প্রক্রিয়া ডিজিটাল করা হচ্ছে এবং নাগরিকরা অনলাইনে মামলার অগ্রগতি জানতে পারবেন।	[24, 1743, 378, 1838]
body-repeat: হচ্ছে না। অনেক সময় ডলারের সংকটে আমদানি ব্যাহত হচ্ছে। ব্যবসায়ীরা বলছেন, রপ্তানি বহুমুখীকরণ ও নতুন বাজার অনুসন্ধান জরুরি। সরকারকে বিনিয়োগবান্ধব নীতি গ্রহণ করতে হবে।	[1166, 276, 1544, 317]
body-repeat: তারা সরাসরি জনগণের সঙ্গে সম্পৃক্ত। বাংলাদেশের প্রতিদিনের সঙ্গে আলাপকালে এ মন্তব্য করেন তিনি। সাবেক এই পুলিশ প্রধান বলেন, পুলিশ সরকারের দাস নয়, জনগণের সেবক। পুলিশের সব সদস্যকে জবাবদিহির আওতায় আনতে হবে।	[994, 387, 1155, 483]
body-repeat: হচ্ছে না। অনেক সময় ডলারের সংকটে আমদানি ব্যাহত হচ্ছে। ব্যবসায়ীরা বলছেন, রপ্তানি বহুমুখীকরণ ও নতুন বাজার অনুসন্ধান জরুরি। সরকারকে বিনিয়োগবান্ধব নীতি গ্রহণ করতে হবে।	[1166, 321, 1544, 361]
column-3	[587, 159, 981, 2347]
body-repeat: পদত্যাগপত্র প্রেসিডেন্ট মাহমুদ আব্বাসের কাছে জমা দিয়েছেন। গাজায় চলমান যুদ্ধ ও পশ্চিম তীরে সহিংসতা বেড়ে যাওয়ার প্রেক্ষাপটে তিনি এ সিদ্ধান্ত নেন বলে জানা গেছে। যুদ্ধ-পরবর্তী গাজার শাসনব্যবস্থা নিয়ে আন্তর্জাতিক চাপের মধ্যে এ পদত্যাগ নতুন রাজনৈতিক সমীকরণ তৈরি করবে বলে মনে করছেন বিশ্লেষকরা।	[391, 1430, 576, 1540]
notice-para-2: এমতাবস্থায়, উক্ত নৌ-পথে চলাচলকারী সকল প্রকার নৌযানকে সদরঘাট থেকে ভাটিতে যাওয়ার সময় সবুজ বাতিযুক্ত বয়াকে হাতের বামে ও লাল বাতিযুক্ত বয়াকে হাতের ডানে এবং ফতুল্লা এলাকা থেকে সদরঘাটের দিকে আসার সময় লাল বাতিযুক্ত বয়াকে হাতের বামে ও সবুজ বাতিযুক্ত বয়াকে হাতের ডানে রেখে সাবধানতার সাথে চলাচল করার জন্য জানানো যাচ্ছে। কোন অবস্থাতেই ক্ষতিগ্রস্ত সেতুর ৫০০ মিটার উজানে ও ৫০০ মিটার ভাটিতে ওভারটেক করা যাবে না।	[1015, 1986, 1529, 2084]
kicker: [প্রথম পৃষ্ঠার পর]	[598, 191, 671, 203]
body-repeat: তিনি, সুবিধাবাদী ও দলবিরোধী নেতাদের অপসারণের সিদ্ধান্ত নেওয়ার ইঙ্গিত দিয়েছেন সংশ্লিষ্টরা। পাশাপাশি দলের প্রকৃত ত্যাগী ও যোগ্য নেতাদের মূল্যায়ন করা হবে। দলের নীতিনির্ধারকরা বলছেন, আন্দোলন সংগ্রামে যারা সক্রিয় ভূমিকা পালন করেননি, তাদের বিষয়ে কঠোর সিদ্ধান্ত আসতে পারে। কেন্দ্রীয় কমিটি থেকে শুরু করে জেলা, উপজেলা পর্যায়ের কমিটিগুলো পুনর্গঠনের প্রস্তুতি চলছে। নির্বাচনের পর দলের সাংগঠনিক দুর্বলতা চিহ্নিত করে নতুন কৌশল নির্ধারণের লক্ষ্যে ধারাবাহিক বৈঠক করছেন দলের শীর্ষ নেতারা। তৃণমূল নেতা-কর্মীদের মতামতও নেওয়া হচ্ছে বলে জানা গেছে।	[587, 462, 981, 544]
body-repeat: এলাকা থেকে নিখোঁজ হন যুবকরা। দালালের মাধ্যমে সাগরপথে ইউরোপে পাড়ি জমানোর চেষ্টা করছিলেন তারা। পরিবারের সদস্যরা জানান, লাখ লাখ টাকা দিয়েও প্রিয়জনের খোঁজ মিলছে না।	[1166, 764, 1544, 805]
headline: পাকিস্তানে প্রথম নারী	[997, 598, 1151, 620]
page-number: ১১	[1467, 16, 1544, 84]
body-repeat: দেওয়া প্রতিশ্রুতি যেন রক্ষা করা হয় সেজন্য সংশ্লিষ্ট সকলকে সতর্ক থাকতে হবে। পুলিশের পক্ষ থেকে বলা হয়েছে, বিশেষ ব্যবস্থার মাধ্যমে মানুষকে আরও দ্রুত সহায়তা দেওয়ার লক্ষ্যে নতুন সেবাকেন্দ্র চালু করা হচ্ছে। জরুরি সেবা ৯৯৯-এ কল করে সাধারণ মানুষ যেকোনো সময় সহায়তা নিতে পারবেন। কর্মকর্তারা জানিয়েছেন, দেশজুড়ে সেবার মান উন্নয়নে নতুন প্রশিক্ষণ কর্মসূচিও নেওয়া হয়েছে। ঢাকা মেট্রোপলিটন পুলিশের অধীন সব থানায় অভিযোগ গ্রহণের প্রক্রিয়া ডিজিটাল করা হচ্ছে এবং নাগরিকরা অনলাইনে মামলার অগ্রগতি জানতে পারবেন।	[24, 943, 378, 1038]
body-repeat: দেওয়া প্রতিশ্রুতি যেন রক্ষা করা হয় সেজন্য সংশ্লিষ্ট সকলকে সতর্ক থাকতে হবে। পুলিশের পক্ষ থেকে বলা হয়েছে, বিশেষ ব্যবস্থার মাধ্যমে মানুষকে আরও দ্রুত সহায়তা দেওয়ার লক্ষ্যে নতুন সেবাকেন্দ্র চালু করা হচ্ছে। জরুরি সেবা ৯৯৯-এ কল করে সাধারণ মানুষ যেকোনো সময় সহায়তা নিতে পারবেন। কর্মকর্তারা জানিয়েছেন, দেশজুড়ে সেবার মান উন্নয়নে নতুন প্রশিক্ষণ কর্মসূচিও নেওয়া হয়েছে। ঢাকা মেট্রোপলিটন পুলিশের অধীন সব থানায় অভিযোগ গ্রহণের প্রক্রিয়া ডিজিটাল করা হচ্ছে এবং নাগরিকরা অনলাইনে মামলার অগ্রগতি জানতে পারবেন।	[24, 1843, 378, 1939]
body-repeat: কাজটি করে বলে পুলিশের কাছে স্বীকারোক্তি দিয়েছে গ্রেফতারকৃতরা। পুলিশ জানায়, পূর্বশত্রুতার জের ধরে পরিকল্পিতভাবে এ হত্যাকাণ্ড ঘটানো হয়। ঘটনায় জড়িত অন্যদের গ্রেফতারে অভিযান চলছে। নিহতের পরিবার দোষীদের দৃষ্টান্তমূলক শাস্তির দাবি জানিয়েছে।	[587, 983, 981, 1024]
headline: বাণিজ্যের চ্যালেঞ্জ	[1287, 161, 1423, 182]
column-2	[391, 159, 576, 2347]
notice-header	[999, 1552, 1545, 1674]
headline: কিলক মেটাতে ঢাকায়	[692, 1039, 876, 1065]
